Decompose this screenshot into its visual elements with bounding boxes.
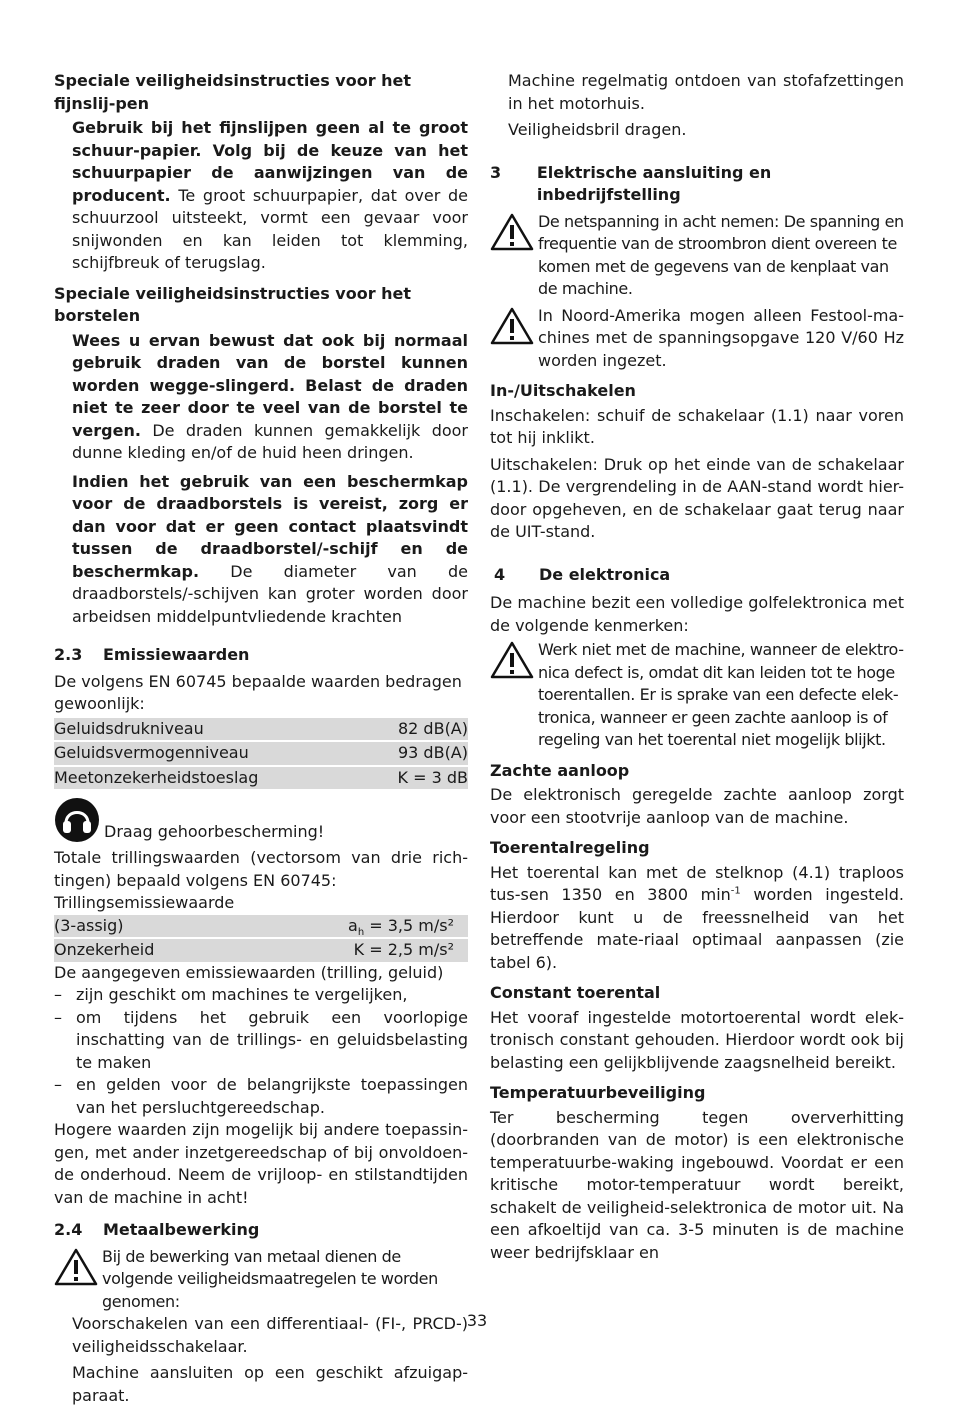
right-column: [490, 70, 904, 1264]
table-row: Meetonzekerheidstoeslag K = 3 dB: [54, 767, 468, 790]
heading-on-off: In-/Uitschakelen: [490, 381, 636, 400]
heading-speed-control: Toerentalregeling: [490, 838, 650, 857]
paragraph-safety-glasses: Veiligheidsbril dragen.: [508, 120, 687, 139]
ear-protection-icon: [54, 797, 100, 843]
paragraph-constant-speed: Het vooraf ingestelde motortoerental wordt elek-tronisch constant gehouden. Hierdoor wordt ook bij belasting een gelijkblijvende zaagsnelheid bereikt.: [490, 1007, 904, 1072]
list-item: – en gelden voor de belangrijkste toepassingen van het persluchtgereedschap.: [54, 1075, 468, 1117]
list-item: – zijn geschikt om machines te vergelijken,: [54, 985, 408, 1004]
heading-brushing: Speciale veiligheidsinstructies voor het borstelen: [54, 283, 412, 325]
paragraph-temperature-protection: Ter bescherming tegen oververhitting (doorbranden van de motor) is een elektronische temperatuurbe-waking ingebouwd. Voordat er een kritische motor-temperatuur wordt bereikt, schakelt de veiligheid-selektronica de motor uit. Na een afkoeltijd van ca. 3-5 minuten is de machine weer bedrijfsklaar en: [490, 1107, 904, 1262]
warning-north-america: In Noord-Amerika mogen alleen Festool-ma-chines met de spanningsopgave 120 V/60 Hz worden ingezet.: [490, 305, 904, 373]
heading-temperature-protection: Temperatuurbeveiliging: [490, 1083, 706, 1102]
page-number: 33: [466, 1311, 488, 1330]
paragraph-brush-guard: Indien het gebruik van een beschermkap voor de draadborstels is vereist, zorg er dan voor dat er geen contact plaatsvindt tussen de draadborstel/-schijf en de beschermkap. De diameter van de draadborstels/-schijven kan groter worden door arbeidsen middelpuntvliedende krachten: [72, 471, 468, 626]
electronics-intro: De machine bezit een volledige golfelektronica met de volgende kenmerken:: [490, 593, 904, 635]
heading-fine-sanding: Speciale veiligheidsinstructies voor het fijnslij-pen: [54, 71, 412, 113]
left-column: [54, 70, 468, 1407]
noise-table: [54, 718, 468, 790]
warning-voltage: De netspanning in acht nemen: De spanning en frequentie van de stroombron dient overeen te komen met de gegevens van de kenplaat van de machine.: [490, 211, 904, 301]
section-2-3-heading: 2.3 Emissiewaarden: [54, 645, 250, 664]
warning-electronics: Werk niet met de machine, wanneer de elektro-nica defect is, omdat dit kan leiden tot te hoge toerentallen. Er is sprake van een defecte elek-tronica, wanneer er geen zachte aanloop is of regeling van het toerental niet mogelijk blijkt.: [490, 639, 904, 752]
higher-values-paragraph: Hogere waarden zijn mogelijk bij andere toepassin-gen, met ander inzetgereedschap of bij onvoldoen-de onderhoud. Neem de vrijloop- en stilstandtijden van de machine in acht!: [54, 1120, 468, 1207]
warning-triangle-icon: [490, 211, 538, 258]
paragraph-speed-control: Het toerental kan met de stelknop (4.1) traploos tus-sen 1350 en 3800 $\min^{-1}$ worden ingesteld. Hierdoor kunt u de freessnelheid van het betreffende mate-riaal optimaal aanpassen (zie tabel 6).: [490, 862, 904, 972]
paragraph-clean-motor: Machine regelmatig ontdoen van stofafzettingen in het motorhuis.: [508, 71, 904, 113]
list-item: – om tijdens het gebruik een voorlopige inschatting van de trillings- en geluidsbelasting te maken: [54, 1007, 468, 1072]
paragraph-soft-start: De elektronisch geregelde zachte aanloop zorgt voor een stootvrije aanloop van de machine.: [490, 785, 904, 827]
table-row: (3-assig) $a_h = 3,5$ m/s²: [54, 915, 468, 938]
metal-step-2: Machine aansluiten op een geschikt afzuigap-paraat.: [72, 1363, 468, 1405]
section-4-heading: 4 De elektronica: [494, 564, 671, 584]
paragraph-switch-off: Uitschakelen: Druk op het einde van de schakelaar (1.1). De vergrendeling in de AAN-stand wordt hier-door opgeheven, en de schakelaar gaat terug naar de UIT-stand.: [490, 454, 904, 541]
paragraph-switch-on: Inschakelen: schuif de schakelaar (1.1) naar voren tot hij inklikt.: [490, 405, 904, 447]
metal-step-1: Voorschakelen van een differentiaal- (FI-, PRCD-) veiligheidsschakelaar.: [72, 1314, 468, 1356]
paragraph-fine-sanding: Gebruik bij het fijnslijpen geen al te groot schuur-papier. Volg bij de keuze van het schuurpapier de aanwijzingen van de producent. Te groot schuurpapier, dat over de schuurzool uitsteekt, vormt een gevaar voor snijwonden en kan leiden tot klemming, schijfbreuk of terugslag.: [72, 118, 468, 272]
table-row: Onzekerheid K = 2,5 m/s²: [54, 939, 468, 962]
table-row: Geluidsdrukniveau 82 dB(A): [54, 718, 468, 741]
warning-triangle-icon: [54, 1246, 102, 1293]
table-row: Geluidsvermogenniveau 93 dB(A): [54, 742, 468, 765]
vibration-label: Trillingsemissiewaarde: [54, 893, 235, 912]
section-3-heading: 3 Elektrische aansluiting en inbedrijfstelling: [490, 162, 772, 204]
section-2-4-heading: 2.4 Metaalbewerking: [54, 1220, 260, 1239]
heading-constant-speed: Constant toerental: [490, 983, 661, 1002]
hearing-protection-notice: Draag gehoorbescherming!: [54, 797, 468, 843]
paragraph-brushing: Wees u ervan bewust dat ook bij normaal gebruik draden van de borstel kunnen worden wegge-slingerd. Belast de draden niet te zeer door te veel van de borstel te vergen. De draden kunnen gemakkelijk door dunne kleding en/of de huid heen dringen.: [72, 330, 468, 462]
warning-triangle-icon: [490, 639, 538, 686]
warning-metal: Bij de bewerking van metaal dienen de volgende veiligheidsmaatregelen te worden genomen:: [54, 1246, 468, 1314]
emission-values-intro: De aangegeven emissiewaarden (trilling, geluid): [54, 962, 444, 982]
emission-intro: De volgens EN 60745 bepaalde waarden bedragen gewoonlijk:: [54, 671, 462, 713]
vibration-intro: Totale trillingswaarden (vectorsom van drie rich-tingen) bepaald volgens EN 60745:: [54, 848, 468, 890]
warning-triangle-icon: [490, 305, 538, 352]
heading-soft-start: Zachte aanloop: [490, 760, 630, 780]
